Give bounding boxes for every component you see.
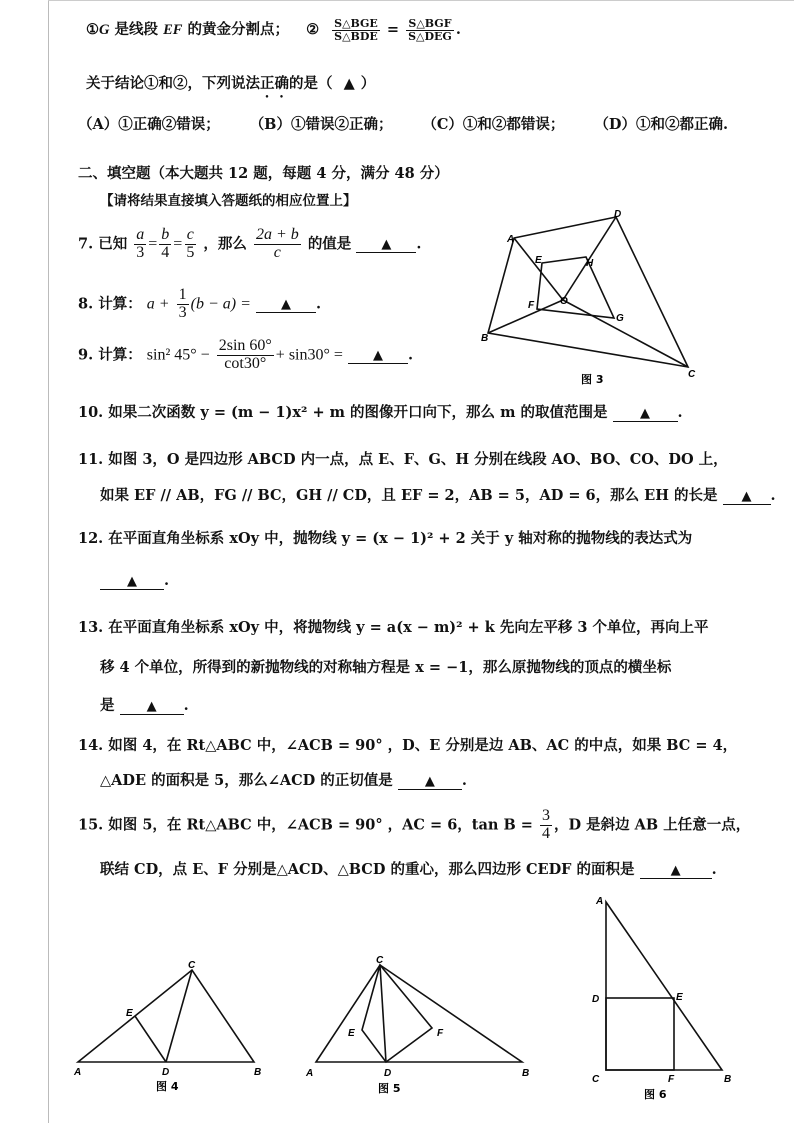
figure-3-caption: 图 3	[581, 373, 604, 386]
fig5-label-c: C	[376, 955, 384, 966]
answer-blank-8[interactable]: ▲	[256, 297, 316, 313]
figure-6-lines	[606, 902, 722, 1070]
question-12: 12. 在平面直角坐标系 xOy 中，抛物线 y = (x − 1)² + 2 关于 y 轴对称的抛物线的表达式为	[78, 530, 693, 547]
fig5-label-f: F	[437, 1028, 444, 1039]
figure-4-caption: 图 4	[156, 1080, 179, 1093]
figure-5-caption: 图 5	[378, 1082, 401, 1095]
question-14: 14. 如图 4，在 Rt△ABC 中，∠ACB = 90° ，D、E 分别是边 AB、AC 的中点，如果 BC = 4，	[78, 737, 738, 754]
left-margin-line	[48, 0, 49, 1123]
question-11: 11. 如图 3，O 是四边形 ABCD 内一点，点 E、F、G、H 分别在线段 AO、BO、CO、DO 上，	[78, 451, 728, 468]
section-instruction: 【请将结果直接填入答题纸的相应位置上】	[100, 193, 357, 209]
q6-statements: ①G 是线段 EF 的黄金分割点； ② $\frac{\text{S△BGE}}{\text{S△BDE}}$ = $\frac{\text{S△BGF}}{\text{S△DEG}}$ .	[86, 17, 461, 43]
fig3-label-h: H	[586, 258, 594, 269]
fig6-label-b: B	[724, 1074, 732, 1085]
question-7: 7. 已知 $\frac{a}{3}$ = $\frac{b}{4}$ = $\frac{c}{5}$ ，那么 $\frac{2a + b}{c}$ 的值是 ▲ .	[78, 226, 422, 261]
answer-blank-12[interactable]: ▲	[100, 574, 164, 590]
answer-blank-14[interactable]: ▲	[398, 774, 462, 790]
fig3-label-g: G	[616, 313, 624, 324]
figure-6-caption: 图 6	[644, 1088, 667, 1101]
answer-blank-13[interactable]: ▲	[120, 699, 184, 715]
fig5-label-b: B	[522, 1068, 530, 1079]
fig6-label-c: C	[592, 1074, 600, 1085]
question-13: 13. 在平面直角坐标系 xOy 中，将抛物线 y = a(x − m)² + k 先向左平移 3 个单位，再向上平	[78, 619, 709, 636]
top-margin-line	[48, 0, 794, 1]
q6-options	[78, 113, 728, 134]
q6-option-b[interactable]: （B）①错误②正确；	[249, 116, 393, 133]
section-title: 二、填空题（本大题共 12 题，每题 4 分，满分 48 分）	[78, 165, 449, 182]
figure-5-lines	[316, 965, 522, 1062]
answer-blank-10[interactable]: ▲	[613, 406, 678, 422]
q6-fraction-1: $\frac{\text{S△BGE}}{\text{S△BDE}}$	[334, 17, 378, 43]
question-11-line2: 如果 EF // AB，FG // BC，GH // CD，且 EF = 2，AB = 5，AD = 6，那么 EH 的长是 ▲ .	[100, 487, 776, 504]
fig3-label-b: B	[481, 333, 489, 344]
fig3-label-d: D	[614, 209, 622, 220]
fig5-label-a: A	[306, 1068, 314, 1079]
fig4-label-b: B	[254, 1067, 262, 1078]
question-15-line2: 联结 CD，点 E、F 分别是△ACD、△BCD 的重心，那么四边形 CEDF 的面积是 ▲ .	[100, 861, 717, 878]
fig3-label-c: C	[688, 369, 696, 380]
figure-5	[298, 950, 538, 1098]
figure-4	[68, 958, 268, 1098]
fig5-label-d: D	[384, 1068, 392, 1079]
question-9: 9. 计算： sin² 45° − $\frac{2\sin 60^\circ}{\cot 30^\circ}$ + sin30° = ▲ .	[78, 337, 414, 372]
fig4-label-e: E	[126, 1008, 133, 1019]
q6-fraction-2: $\frac{\text{S△BGF}}{\text{S△DEG}}$	[408, 17, 452, 43]
answer-blank-7[interactable]: ▲	[356, 237, 416, 253]
question-12-line2: ▲ .	[100, 572, 169, 590]
fig4-label-c: C	[188, 960, 196, 971]
fig6-label-d: D	[592, 994, 600, 1005]
question-10: 10. 如果二次函数 y = (m − 1)x² + m 的图像开口向下，那么 m 的取值范围是 ▲ .	[78, 404, 683, 421]
question-13-line2: 移 4 个单位，所得到的新抛物线的对称轴方程是 x = −1，那么原抛物线的顶点的横坐标	[100, 659, 672, 676]
fig5-label-e: E	[348, 1028, 355, 1039]
fig4-label-d: D	[162, 1067, 170, 1078]
figure-6	[584, 892, 734, 1104]
fig6-label-f: F	[668, 1074, 675, 1085]
figure-3-lines	[488, 217, 688, 367]
figure-4-lines	[78, 970, 254, 1062]
fig3-label-e: E	[535, 255, 542, 266]
answer-blank-9[interactable]: ▲	[348, 348, 408, 364]
question-13-line3: 是 ▲ .	[100, 697, 189, 714]
fig6-label-a: A	[596, 896, 604, 907]
answer-blank-15[interactable]: ▲	[640, 863, 712, 879]
fig3-label-f: F	[528, 300, 535, 311]
q6-option-a[interactable]: （A）①正确②错误；	[78, 116, 220, 133]
fig6-label-e: E	[676, 992, 683, 1003]
q6-question: 关于结论①和②，下列说法正确的是（ ▲ ）	[86, 75, 376, 92]
question-14-line2: △ADE 的面积是 5，那么∠ACD 的正切值是 ▲ .	[100, 772, 467, 789]
figure-3	[478, 205, 708, 395]
fig3-label-o: O	[560, 296, 568, 307]
fig4-label-a: A	[74, 1067, 82, 1078]
question-15: 15. 如图 5，在 Rt△ABC 中，∠ACB = 90° ，AC = 6，tan B = $\frac{3}{4}$ ，D 是斜边 AB 上任意一点，	[78, 807, 751, 842]
question-8: 8. 计算： a + $\frac{1}{3}$ (b − a) = ▲ .	[78, 286, 321, 321]
fig3-label-a: A	[507, 234, 515, 245]
q6-option-c[interactable]: （C）①和②都错误；	[422, 116, 565, 133]
q6-option-d[interactable]: （D）①和②都正确.	[594, 116, 728, 133]
answer-blank-11[interactable]: ▲	[723, 489, 771, 505]
